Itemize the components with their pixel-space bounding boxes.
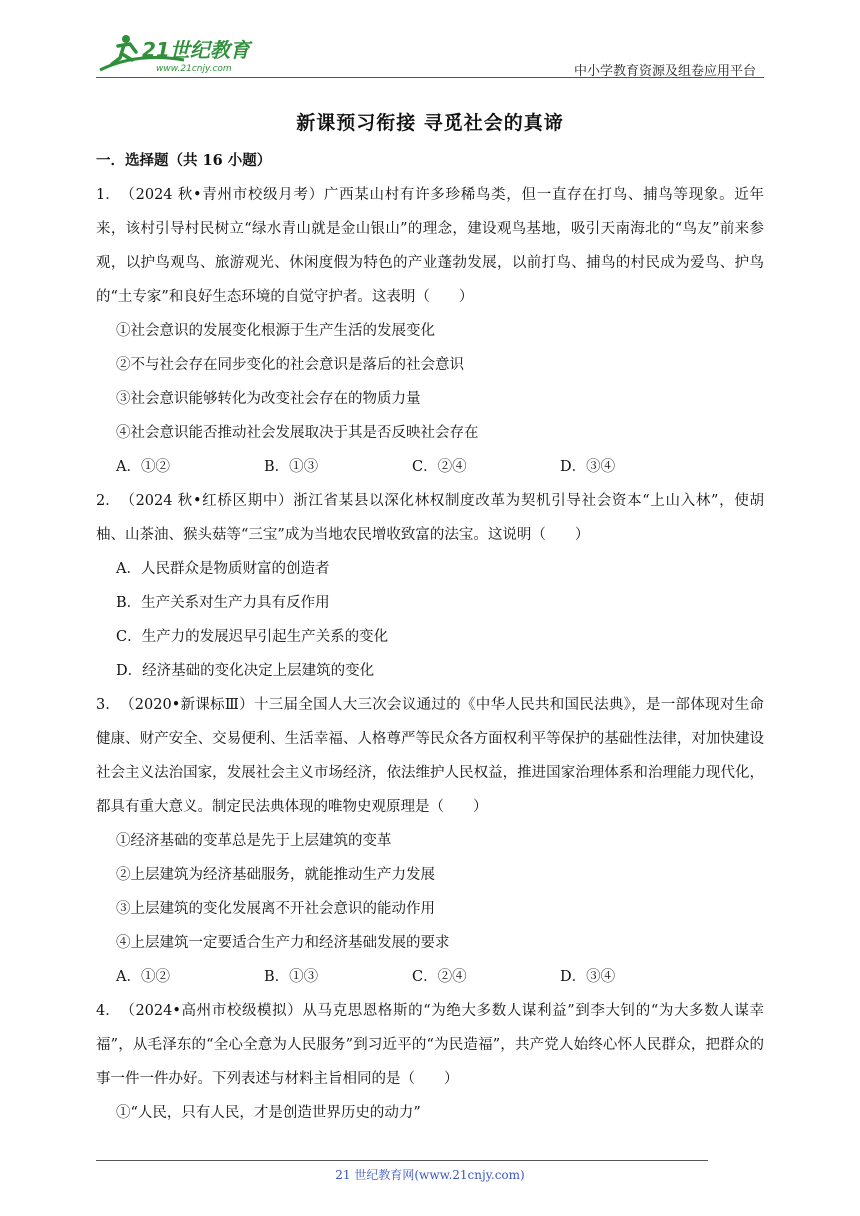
document-title: 新课预习衔接 寻觅社会的真谛	[296, 112, 564, 134]
answer-options	[96, 450, 764, 484]
option-b[interactable]: B．①③	[264, 969, 319, 985]
option-b[interactable]: B．生产关系对生产力具有反作用	[116, 595, 330, 611]
option-c[interactable]: C．②④	[412, 459, 467, 475]
statement: ①社会意识的发展变化根源于生产生活的发展变化	[116, 323, 435, 339]
header-divider	[96, 77, 764, 78]
footer-divider	[96, 1160, 708, 1161]
statement: ②不与社会存在同步变化的社会意识是落后的社会意识	[116, 357, 464, 373]
question-2	[96, 484, 764, 688]
statement: ②上层建筑为经济基础服务，就能推动生产力发展	[116, 867, 435, 883]
answer-options	[96, 960, 764, 994]
option-c[interactable]: C．②④	[412, 969, 467, 985]
statement: ④社会意识能否推动社会发展取决于其是否反映社会存在	[116, 425, 479, 441]
option-d[interactable]: D．③④	[560, 459, 616, 475]
svg-text:21世纪教育: 21世纪教育	[142, 38, 250, 62]
question-stem: 2．（2024 秋•红桥区期中）浙江省某县以深化林权制度改革为契机引导社会资本“上山入林”，使胡柚、山茶油、猴头菇等“三宝”成为当地农民增收致富的法宝。这说明（ ）	[96, 493, 764, 543]
option-c[interactable]: C．生产力的发展迟早引起生产关系的变化	[116, 629, 389, 645]
question-3	[96, 688, 764, 994]
page-header	[0, 0, 860, 80]
question-stem: 3．（2020•新课标Ⅲ）十三届全国人大三次会议通过的《中华人民共和国民法典》，是一部体现对生命健康、财产安全、交易便利、生活幸福、人格尊严等民众各方面权利平等保护的基础性法律，对加快建设社会主义法治国家，发展社会主义市场经济，依法维护人民权益，推进国家治理体系和治理能力现代化，都具有重大意义。制定民法典体现的唯物史观原理是（ ）	[96, 697, 764, 815]
statement: ④上层建筑一定要适合生产力和经济基础发展的要求	[116, 935, 450, 951]
section-heading: 一．选择题（共 16 小题）	[96, 152, 272, 169]
question-stem: 4．（2024•高州市校级模拟）从马克思恩格斯的“为绝大多数人谋利益”到李大钊的“为大多数人谋幸福”，从毛泽东的“全心全意为人民服务”到习近平的“为民造福”，共产党人始终心怀人民群众，把群众的事一件一件办好。下列表述与材料主旨相同的是（ ）	[96, 1003, 764, 1087]
option-b[interactable]: B．①③	[264, 459, 319, 475]
option-a[interactable]: A．①②	[116, 459, 170, 475]
question-1	[96, 178, 764, 484]
runner-logo-icon	[96, 30, 266, 78]
statement: ①经济基础的变革总是先于上层建筑的变革	[116, 833, 392, 849]
statement: ③社会意识能够转化为改变社会存在的物质力量	[116, 391, 421, 407]
site-logo	[96, 30, 266, 78]
platform-name: 中小学教育资源及组卷应用平台	[573, 64, 756, 79]
svg-text:www.21cnjy.com: www.21cnjy.com	[156, 64, 232, 74]
question-list	[96, 148, 764, 1130]
statement: ③上层建筑的变化发展离不开社会意识的能动作用	[116, 901, 435, 917]
statement: ①“人民，只有人民，才是创造世界历史的动力”	[116, 1105, 421, 1121]
option-d[interactable]: D．③④	[560, 969, 616, 985]
option-a[interactable]: A．人民群众是物质财富的创造者	[116, 561, 330, 577]
question-4	[96, 994, 764, 1130]
question-stem: 1．（2024 秋•青州市校级月考）广西某山村有许多珍稀鸟类，但一直存在打鸟、捕鸟等现象。近年来，该村引导村民树立“绿水青山就是金山银山”的理念，建设观鸟基地，吸引天南海北的“鸟友”前来参观，以护鸟观鸟、旅游观光、休闲度假为特色的产业蓬勃发展，以前打鸟、捕鸟的村民成为爱鸟、护鸟的“土专家”和良好生态环境的自觉守护者。这表明（ ）	[96, 187, 764, 305]
option-d[interactable]: D．经济基础的变化决定上层建筑的变化	[116, 663, 375, 679]
option-a[interactable]: A．①②	[116, 969, 170, 985]
footer-link[interactable]: 21 世纪教育网(www.21cnjy.com)	[335, 1168, 525, 1182]
